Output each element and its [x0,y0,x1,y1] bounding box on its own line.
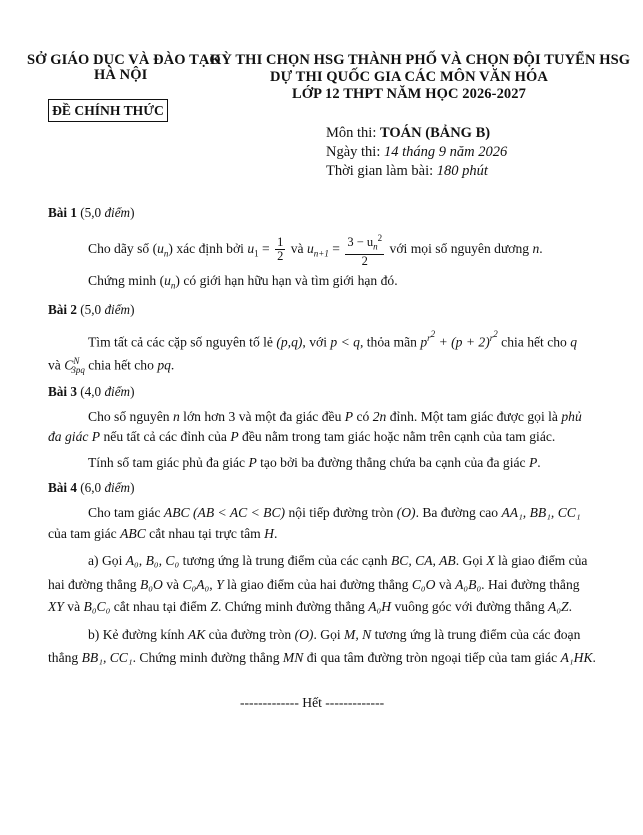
exam-title-line1: KỲ THI CHỌN HSG THÀNH PHỐ VÀ CHỌN ĐỘI TUYỂN HSG [210,52,631,68]
problem-3-heading: Bài 3 (4,0 điểm) [48,384,135,399]
problem-1-heading: Bài 1 (5,0 điểm) [48,205,135,220]
problem-4a-line3: XY và B₀C₀ cắt nhau tại điểm Z. Chứng minh đường thẳng A₀H vuông góc với đường thẳng A₀Z. [48,599,573,614]
problem-2-line2: và $C^N_{3pq}$ chia hết cho pq. [48,356,175,376]
problem-4-line2: của tam giác ABC cắt nhau tại trực tâm H. [48,526,278,541]
problem-1-line1: Cho dãy số $(u_n)$ xác định bởi $u_1$ = $\frac{1}{2}$ và $u_{n+1}$ = $\frac{3 - u_n^2}{2}$ với mọi số nguyên dương n. [88,233,543,268]
duration-line: Thời gian làm bài: 180 phút [326,163,488,179]
official-badge: ĐỀ CHÍNH THỨC [48,99,168,122]
city-name: HÀ NỘI [94,67,148,83]
subject-line: Môn thi: TOÁN (BẢNG B) [326,125,491,141]
problem-3-line3: Tính số tam giác phủ đa giác P tạo bởi ba đường thẳng chứa ba cạnh của đa giác P. [88,455,541,470]
department-name: SỞ GIÁO DỤC VÀ ĐÀO TẠO [27,52,221,68]
problem-3-line2: đa giác P nếu tất cả các đỉnh của P đều nằm trong tam giác hoặc nằm trên cạnh của tam giác. [48,429,556,444]
problem-2-line1: Tìm tất cả các cặp số nguyên tố lẻ (p,q), với p < q, thỏa mãn $p^{r^2} + (p + 2)^{r^2}$ chia hết cho q [88,329,578,350]
date-line: Ngày thi: 14 tháng 9 năm 2026 [326,144,508,160]
exam-title-line3: LỚP 12 THPT NĂM HỌC 2026-2027 [292,86,526,102]
end-marker: ------------- Hết ------------- [240,695,385,710]
problem-3-line1: Cho số nguyên n lớn hơn 3 và một đa giác đều P có 2n đỉnh. Một tam giác được gọi là phủ [88,409,582,424]
exam-title-line2: DỰ THI QUỐC GIA CÁC MÔN VĂN HÓA [270,69,548,85]
problem-4-heading: Bài 4 (6,0 điểm) [48,480,135,495]
problem-2-heading: Bài 2 (5,0 điểm) [48,302,135,317]
problem-4b-line2: thẳng BB₁, CC₁. Chứng minh đường thẳng MN đi qua tâm đường tròn ngoại tiếp của tam giác A₁HK. [48,650,596,665]
problem-4a-line1: a) Gọi A₀, B₀, C₀ tương ứng là trung điểm của các cạnh BC, CA, AB. Gọi X là giao điểm của [88,553,588,568]
problem-4a-line2: hai đường thẳng B₀O và C₀A₀, Y là giao điểm của hai đường thẳng C₀O và A₀B₀. Hai đường thẳng [48,577,580,592]
problem-4b-line1: b) Kẻ đường kính AK của đường tròn (O). Gọi M, N tương ứng là trung điểm của các đoạn [88,627,581,642]
problem-4-line1: Cho tam giác ABC (AB < AC < BC) nội tiếp đường tròn (O). Ba đường cao AA₁, BB₁, CC₁ [88,505,581,520]
problem-1-line2: Chứng minh $(u_n)$ có giới hạn hữu hạn và tìm giới hạn đó. [88,273,398,291]
